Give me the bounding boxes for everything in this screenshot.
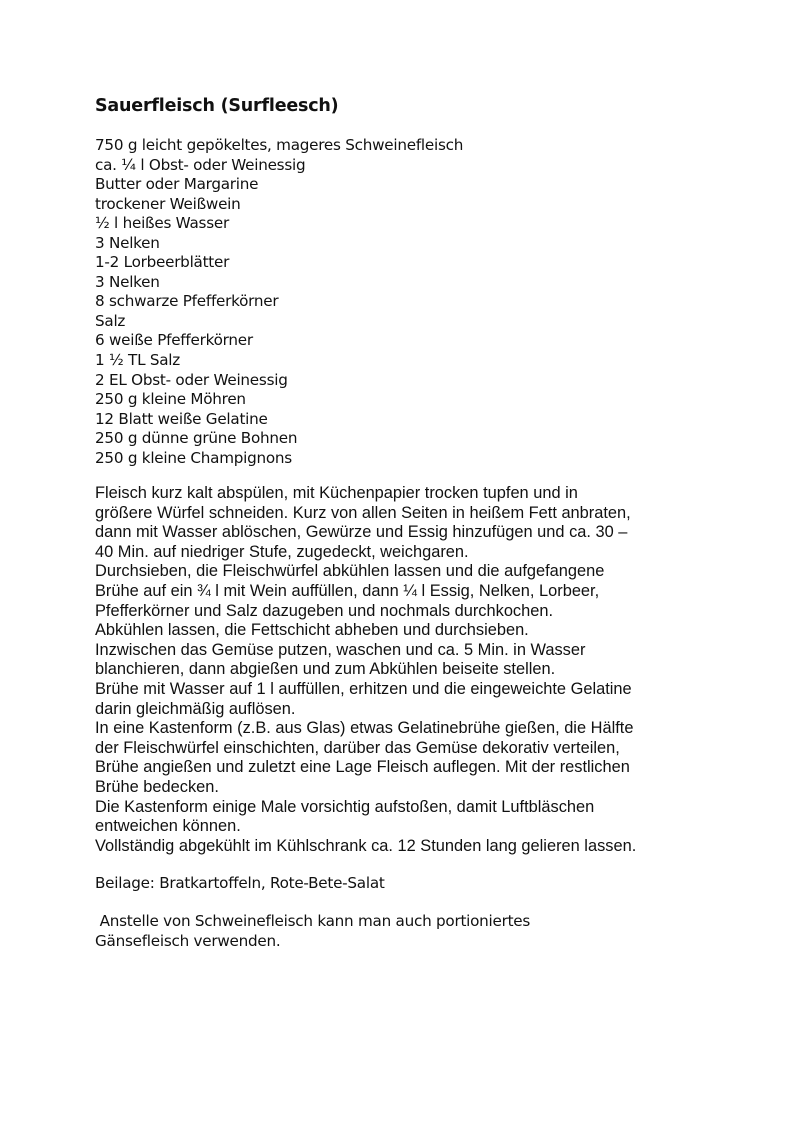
substitution-note	[95, 912, 530, 951]
side-dish-text: Beilage: Bratkartoffeln, Rote-Bete-Salat	[95, 874, 385, 892]
instruction-line: Vollständig abgekühlt im Kühlschrank ca. 12 Stunden lang gelieren lassen.	[95, 836, 637, 855]
instruction-line: darin gleichmäßig auflösen.	[95, 699, 296, 718]
ingredient-list	[95, 136, 463, 468]
instruction-line: dann mit Wasser ablöschen, Gewürze und Essig hinzufügen und ca. 30 –	[95, 523, 628, 542]
ingredient-item: 750 g leicht gepökeltes, mageres Schweinefleisch	[95, 136, 464, 154]
side-dish	[95, 874, 385, 894]
instruction-line: blanchieren, dann abgießen und zum Abkühlen beiseite stellen.	[95, 660, 556, 679]
recipe-title: Sauerfleisch (Surfleesch)	[95, 96, 339, 116]
ingredient-item: ca. ¼ l Obst- oder Weinessig	[95, 155, 306, 174]
instruction-line: Fleisch kurz kalt abspülen, mit Küchenpapier trocken tupfen und in	[95, 484, 578, 502]
ingredient-item: 12 Blatt weiße Gelatine	[95, 409, 268, 428]
ingredient-item: Butter oder Margarine	[95, 175, 259, 194]
instruction-line: Pfefferkörner und Salz dazugeben und nochmals durchkochen.	[95, 601, 554, 620]
ingredient-item: 250 g dünne grüne Bohnen	[95, 429, 298, 448]
instruction-line: entweichen können.	[95, 817, 241, 836]
ingredient-item: ½ l heißes Wasser	[95, 214, 229, 233]
ingredient-item: 3 Nelken	[95, 233, 160, 252]
ingredient-item: 250 g kleine Möhren	[95, 390, 246, 409]
ingredient-item: 8 schwarze Pfefferkörner	[95, 292, 279, 311]
instruction-line: Brühe angießen und zuletzt eine Lage Fleisch auflegen. Mit der restlichen	[95, 758, 630, 777]
instruction-line: größere Würfel schneiden. Kurz von allen Seiten in heißem Fett anbraten,	[95, 503, 631, 522]
ingredient-item: 6 weiße Pfefferkörner	[95, 331, 253, 350]
ingredient-item: 250 g kleine Champignons	[95, 448, 292, 467]
ingredient-item: 3 Nelken	[95, 272, 160, 291]
instructions-paragraph	[95, 484, 636, 856]
instruction-line: Inzwischen das Gemüse putzen, waschen und ca. 5 Min. in Wasser	[95, 640, 586, 659]
instruction-line: In eine Kastenform (z.B. aus Glas) etwas Gelatinebrühe gießen, die Hälfte	[95, 719, 634, 738]
instruction-line: 40 Min. auf niedriger Stufe, zugedeckt, weichgaren.	[95, 542, 469, 561]
instruction-line: Die Kastenform einige Male vorsichtig aufstoßen, damit Luftbläschen	[95, 797, 595, 816]
instruction-line: Durchsieben, die Fleischwürfel abkühlen lassen und die aufgefangene	[95, 562, 605, 581]
instruction-line: Abkühlen lassen, die Fettschicht abheben und durchsieben.	[95, 621, 529, 640]
ingredient-item: 1 ½ TL Salz	[95, 351, 180, 370]
ingredient-item: 2 EL Obst- oder Weinessig	[95, 370, 288, 389]
note-line: Gänsefleisch verwenden.	[95, 931, 281, 950]
instruction-line: Brühe bedecken.	[95, 777, 219, 796]
note-line: Anstelle von Schweinefleisch kann man auch portioniertes	[95, 912, 531, 930]
ingredient-item: trockener Weißwein	[95, 194, 241, 213]
ingredient-item: Salz	[95, 311, 126, 330]
ingredient-item: 1-2 Lorbeerblätter	[95, 253, 230, 272]
instruction-line: der Fleischwürfel einschichten, darüber das Gemüse dekorativ verteilen,	[95, 738, 620, 757]
instruction-line: Brühe auf ein ¾ l mit Wein auffüllen, dann ¼ l Essig, Nelken, Lorbeer,	[95, 581, 600, 600]
instruction-line: Brühe mit Wasser auf 1 l auffüllen, erhitzen und die eingeweichte Gelatine	[95, 679, 632, 698]
recipe-page	[95, 94, 735, 950]
